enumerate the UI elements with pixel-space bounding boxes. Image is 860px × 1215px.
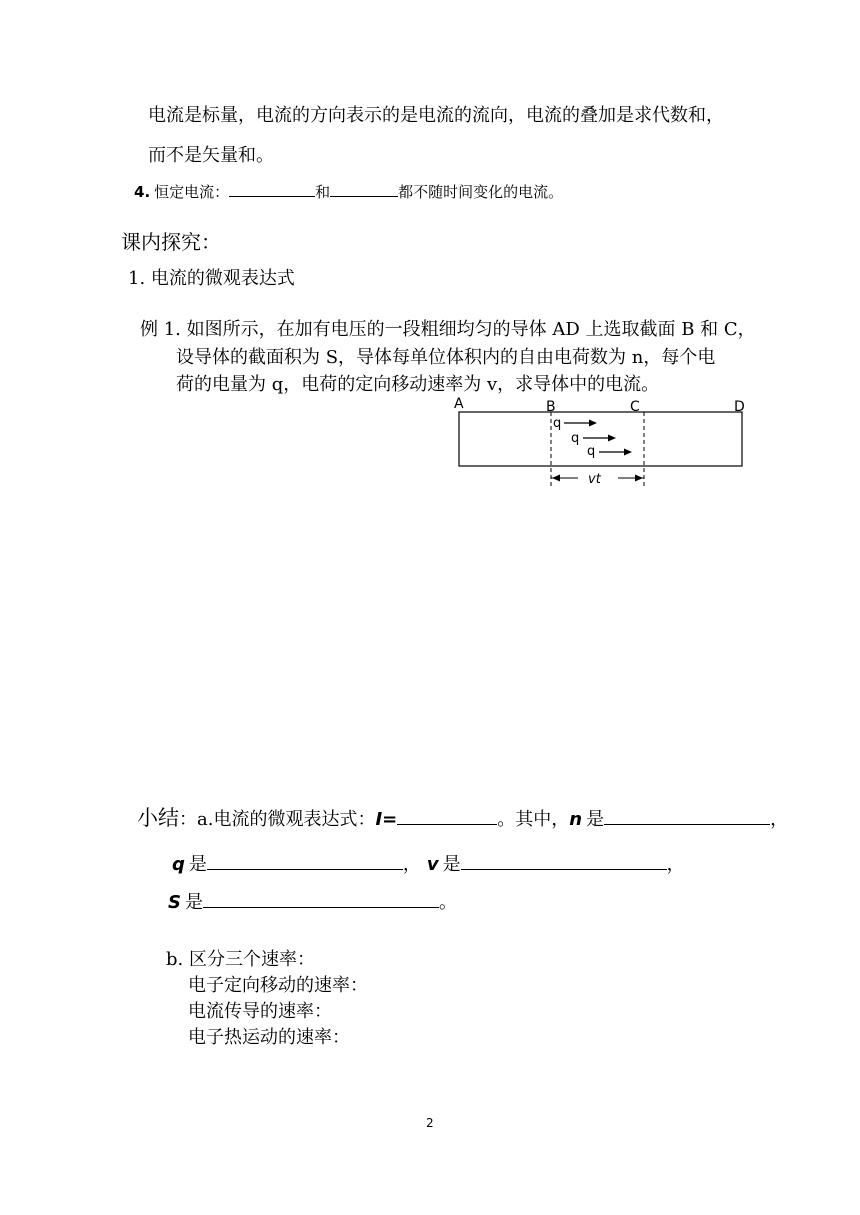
speeds-head: b. 区分三个速率： [166,949,315,970]
item-4-dot: . [144,183,151,201]
page-number: 2 [426,1116,434,1130]
example-line-1: 例 1. 如图所示，在加有电压的一段粗细均匀的导体 AD 上选取截面 B 和 C， [140,319,756,340]
item-4-label: 恒定电流： [154,183,230,201]
var-i: I= [375,809,398,830]
summary-v-is: 是 [442,854,461,875]
arrowhead-2 [608,435,616,442]
blank-n[interactable] [604,808,770,825]
charge-label-1: q [553,416,562,431]
summary-n-is: 是 [586,809,605,830]
blank-2[interactable] [330,180,398,197]
summary-line-qv [172,850,685,876]
blank-q[interactable] [207,853,403,870]
var-s: S [168,892,181,913]
var-v: v [426,854,439,875]
speed-line-1: 电子定向移动的速率： [188,975,368,996]
item-4-number: 4 [134,183,145,201]
summary-a: a.电流的微观表达式： [197,809,376,830]
summary-colon: ： [179,809,197,830]
charge-label-3: q [587,444,596,459]
speed-line-3: 电子热运动的速率： [188,1027,350,1048]
summary-head: 小结 [137,806,179,830]
blank-1[interactable] [229,180,315,197]
subsection-title: 1. 电流的微观表达式 [128,268,295,289]
span-arrowhead-left [552,475,560,482]
summary-line [137,802,788,832]
charge-label-2: q [571,431,580,446]
label-b: B [546,399,556,415]
summary-mid: 。其中， [497,809,570,830]
label-a: A [454,396,464,412]
arrowhead-1 [589,420,597,427]
label-d: D [734,399,745,415]
arrowhead-3 [624,449,632,456]
label-c: C [630,399,640,415]
blank-s[interactable] [203,891,439,908]
speed-line-2: 电流传导的速率： [188,1001,332,1022]
var-n: n [569,809,583,830]
summary-comma-2: ， [402,854,421,875]
blank-formula[interactable] [397,808,497,825]
span-label: vt [588,472,601,487]
section-title: 课内探究： [121,230,221,254]
example-line-2: 设导体的截面积为 S，导体每单位体积内的自由电荷数为 n，每个电 [176,347,716,368]
summary-line-s [168,888,457,914]
summary-period: 。 [438,892,457,913]
paragraph-line-1: 电流是标量，电流的方向表示的是电流的流向，电流的叠加是求代数和， [148,105,724,126]
conductor-rect [459,412,742,466]
summary-q-is: 是 [188,854,207,875]
example-line-3: 荷的电量为 q，电荷的定向移动速率为 v，求导体中的电流。 [176,374,660,395]
span-arrowhead-right [635,475,643,482]
item-4-tail: 都不随时间变化的电流。 [398,183,564,201]
var-q: q [172,854,185,875]
item-4-and: 和 [315,183,331,201]
blank-v[interactable] [461,853,667,870]
summary-comma-1: ， [770,809,789,830]
summary-s-is: 是 [184,892,203,913]
item-4 [134,180,563,202]
conductor-diagram [440,392,760,496]
summary-comma-3: ， [666,854,685,875]
paragraph-line-2: 而不是矢量和。 [148,145,274,166]
